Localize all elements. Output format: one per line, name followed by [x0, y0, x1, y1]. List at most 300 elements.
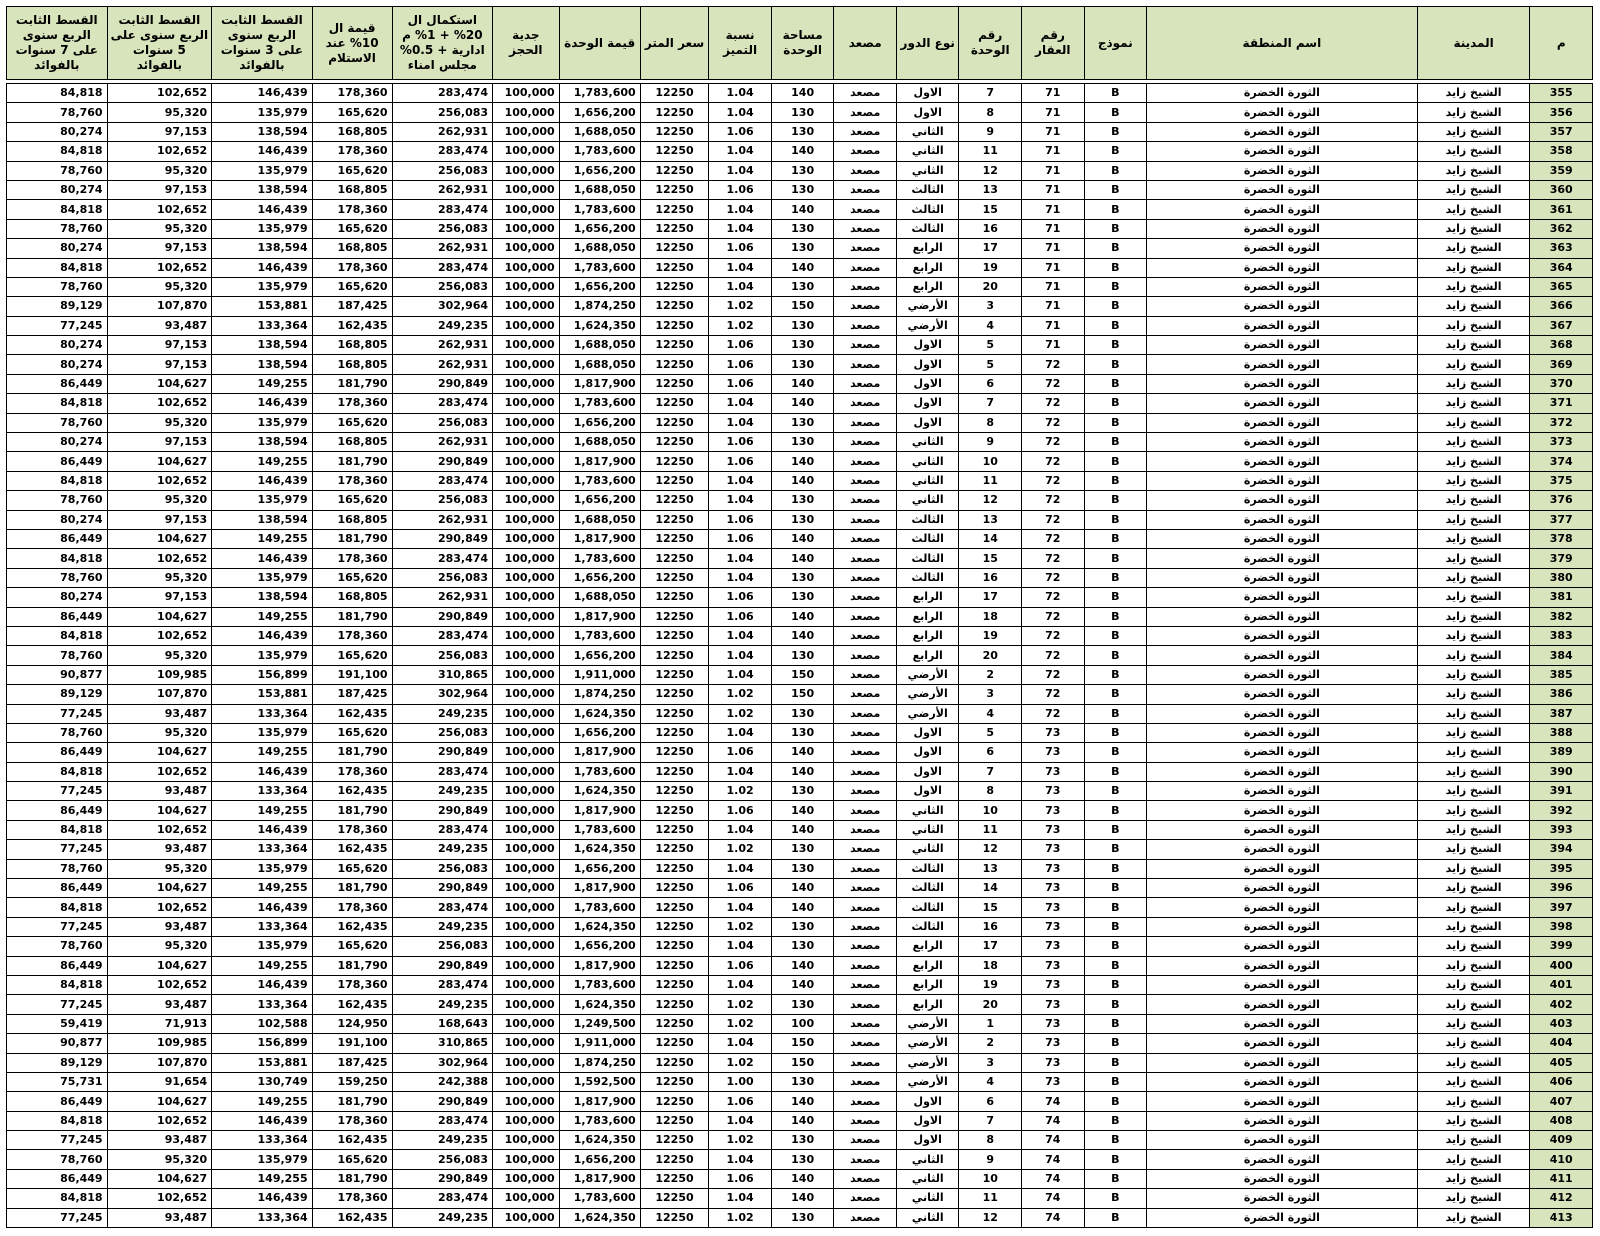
installment-5y-cell: 104,627 [107, 801, 212, 820]
completion-cell: 256,083 [392, 161, 492, 180]
property-no-cell: 71 [1022, 297, 1085, 316]
elevator-cell: مصعد [834, 820, 897, 839]
unit-value-cell: 1,656,200 [559, 568, 640, 587]
unit-value-cell: 1,688,050 [559, 122, 640, 141]
deposit-cell: 100,000 [493, 879, 560, 898]
premium-cell: 1.06 [709, 743, 772, 762]
meter-price-cell: 12250 [640, 665, 709, 684]
region-cell: الثورة الخضرة [1147, 258, 1418, 277]
table-row [7, 995, 1593, 1014]
unit-value-cell: 1,911,000 [559, 665, 640, 684]
floor-cell: الاول [896, 413, 959, 432]
floor-cell: الأرضي [896, 1053, 959, 1072]
unit-no-cell: 6 [959, 1092, 1022, 1111]
city-cell: الشيخ زايد [1417, 685, 1530, 704]
unit-no-cell: 8 [959, 782, 1022, 801]
premium-cell: 1.04 [709, 471, 772, 490]
row-number-cell: 373 [1530, 433, 1593, 452]
row-number-cell: 396 [1530, 879, 1593, 898]
installment-5y-cell: 93,487 [107, 995, 212, 1014]
header-installment-5y: القسط الثابت الربع سنوى على 5 سنوات بالفوائد [107, 7, 212, 80]
city-cell: الشيخ زايد [1417, 859, 1530, 878]
completion-cell: 242,388 [392, 1072, 492, 1091]
installment-3y-cell: 153,881 [212, 685, 312, 704]
table-row [7, 956, 1593, 975]
model-cell: B [1084, 84, 1147, 103]
meter-price-cell: 12250 [640, 646, 709, 665]
premium-cell: 1.04 [709, 898, 772, 917]
handover-cell: 168,805 [312, 355, 392, 374]
deposit-cell: 100,000 [493, 529, 560, 548]
elevator-cell: مصعد [834, 433, 897, 452]
deposit-cell: 100,000 [493, 471, 560, 490]
installment-5y-cell: 102,652 [107, 762, 212, 781]
city-cell: الشيخ زايد [1417, 1208, 1530, 1227]
installment-5y-cell: 95,320 [107, 219, 212, 238]
area-cell: 130 [771, 1150, 834, 1169]
table-body [7, 84, 1593, 1228]
unit-no-cell: 9 [959, 433, 1022, 452]
table-row [7, 452, 1593, 471]
installment-5y-cell: 97,153 [107, 433, 212, 452]
installment-3y-cell: 149,255 [212, 374, 312, 393]
area-cell: 130 [771, 433, 834, 452]
installment-3y-cell: 146,439 [212, 1111, 312, 1130]
installment-5y-cell: 102,652 [107, 1189, 212, 1208]
installment-3y-cell: 138,594 [212, 336, 312, 355]
city-cell: الشيخ زايد [1417, 394, 1530, 413]
header-installment-3y: القسط الثابت الربع سنوى على 3 سنوات بالفوائد [212, 7, 312, 80]
installment-3y-cell: 146,439 [212, 975, 312, 994]
unit-no-cell: 20 [959, 646, 1022, 665]
area-cell: 130 [771, 1072, 834, 1091]
installment-5y-cell: 93,487 [107, 316, 212, 335]
header-elevator: مصعد [834, 7, 897, 80]
region-cell: الثورة الخضرة [1147, 374, 1418, 393]
meter-price-cell: 12250 [640, 297, 709, 316]
installment-3y-cell: 146,439 [212, 549, 312, 568]
row-number-cell: 392 [1530, 801, 1593, 820]
model-cell: B [1084, 297, 1147, 316]
region-cell: الثورة الخضرة [1147, 607, 1418, 626]
installment-7y-cell: 78,760 [7, 723, 108, 742]
elevator-cell: مصعد [834, 840, 897, 859]
region-cell: الثورة الخضرة [1147, 588, 1418, 607]
meter-price-cell: 12250 [640, 529, 709, 548]
model-cell: B [1084, 1053, 1147, 1072]
unit-value-cell: 1,911,000 [559, 1034, 640, 1053]
region-cell: الثورة الخضرة [1147, 336, 1418, 355]
city-cell: الشيخ زايد [1417, 975, 1530, 994]
table-row [7, 433, 1593, 452]
model-cell: B [1084, 1014, 1147, 1033]
elevator-cell: مصعد [834, 336, 897, 355]
installment-3y-cell: 138,594 [212, 180, 312, 199]
deposit-cell: 100,000 [493, 1014, 560, 1033]
table-row [7, 142, 1593, 161]
meter-price-cell: 12250 [640, 510, 709, 529]
completion-cell: 283,474 [392, 142, 492, 161]
model-cell: B [1084, 549, 1147, 568]
floor-cell: الاول [896, 374, 959, 393]
header-city: المدينة [1417, 7, 1530, 80]
installment-5y-cell: 109,985 [107, 665, 212, 684]
installment-5y-cell: 102,652 [107, 1111, 212, 1130]
installment-5y-cell: 102,652 [107, 471, 212, 490]
completion-cell: 256,083 [392, 568, 492, 587]
city-cell: الشيخ زايد [1417, 1189, 1530, 1208]
region-cell: الثورة الخضرة [1147, 1072, 1418, 1091]
completion-cell: 262,931 [392, 180, 492, 199]
floor-cell: الاول [896, 84, 959, 103]
meter-price-cell: 12250 [640, 840, 709, 859]
area-cell: 140 [771, 1169, 834, 1188]
completion-cell: 290,849 [392, 956, 492, 975]
floor-cell: الأرضي [896, 297, 959, 316]
installment-7y-cell: 78,760 [7, 859, 108, 878]
model-cell: B [1084, 413, 1147, 432]
completion-cell: 302,964 [392, 1053, 492, 1072]
header-installment-7y: القسط الثابت الربع سنوى على 7 سنوات بالفوائد [7, 7, 108, 80]
installment-7y-cell: 78,760 [7, 937, 108, 956]
installment-3y-cell: 149,255 [212, 1092, 312, 1111]
property-no-cell: 73 [1022, 743, 1085, 762]
area-cell: 130 [771, 588, 834, 607]
handover-cell: 178,360 [312, 142, 392, 161]
table-row [7, 258, 1593, 277]
property-no-cell: 74 [1022, 1150, 1085, 1169]
installment-5y-cell: 93,487 [107, 1208, 212, 1227]
city-cell: الشيخ زايد [1417, 355, 1530, 374]
area-cell: 140 [771, 762, 834, 781]
row-number-cell: 407 [1530, 1092, 1593, 1111]
city-cell: الشيخ زايد [1417, 723, 1530, 742]
city-cell: الشيخ زايد [1417, 1111, 1530, 1130]
handover-cell: 178,360 [312, 820, 392, 839]
area-cell: 140 [771, 529, 834, 548]
meter-price-cell: 12250 [640, 879, 709, 898]
elevator-cell: مصعد [834, 1131, 897, 1150]
floor-cell: الثاني [896, 452, 959, 471]
area-cell: 140 [771, 1111, 834, 1130]
model-cell: B [1084, 1111, 1147, 1130]
table-row [7, 297, 1593, 316]
installment-7y-cell: 77,245 [7, 316, 108, 335]
deposit-cell: 100,000 [493, 956, 560, 975]
meter-price-cell: 12250 [640, 1131, 709, 1150]
installment-5y-cell: 104,627 [107, 879, 212, 898]
installment-7y-cell: 80,274 [7, 239, 108, 258]
installment-7y-cell: 89,129 [7, 297, 108, 316]
table-row [7, 336, 1593, 355]
handover-cell: 165,620 [312, 568, 392, 587]
installment-3y-cell: 133,364 [212, 917, 312, 936]
region-cell: الثورة الخضرة [1147, 1150, 1418, 1169]
installment-5y-cell: 93,487 [107, 704, 212, 723]
model-cell: B [1084, 374, 1147, 393]
area-cell: 130 [771, 122, 834, 141]
area-cell: 140 [771, 471, 834, 490]
installment-5y-cell: 97,153 [107, 122, 212, 141]
table-row [7, 607, 1593, 626]
unit-no-cell: 7 [959, 1111, 1022, 1130]
unit-value-cell: 1,592,500 [559, 1072, 640, 1091]
premium-cell: 1.04 [709, 258, 772, 277]
model-cell: B [1084, 704, 1147, 723]
completion-cell: 283,474 [392, 84, 492, 103]
elevator-cell: مصعد [834, 1111, 897, 1130]
unit-value-cell: 1,656,200 [559, 1150, 640, 1169]
table-row [7, 762, 1593, 781]
region-cell: الثورة الخضرة [1147, 277, 1418, 296]
region-cell: الثورة الخضرة [1147, 937, 1418, 956]
elevator-cell: مصعد [834, 937, 897, 956]
meter-price-cell: 12250 [640, 491, 709, 510]
handover-cell: 124,950 [312, 1014, 392, 1033]
unit-value-cell: 1,688,050 [559, 433, 640, 452]
meter-price-cell: 12250 [640, 336, 709, 355]
installment-5y-cell: 97,153 [107, 510, 212, 529]
installment-5y-cell: 104,627 [107, 1092, 212, 1111]
premium-cell: 1.06 [709, 374, 772, 393]
unit-no-cell: 17 [959, 239, 1022, 258]
city-cell: الشيخ زايد [1417, 937, 1530, 956]
unit-value-cell: 1,783,600 [559, 394, 640, 413]
unit-no-cell: 4 [959, 316, 1022, 335]
meter-price-cell: 12250 [640, 859, 709, 878]
region-cell: الثورة الخضرة [1147, 180, 1418, 199]
installment-3y-cell: 156,899 [212, 1034, 312, 1053]
property-no-cell: 71 [1022, 200, 1085, 219]
floor-cell: الأرضي [896, 704, 959, 723]
property-no-cell: 73 [1022, 937, 1085, 956]
region-cell: الثورة الخضرة [1147, 898, 1418, 917]
city-cell: الشيخ زايد [1417, 491, 1530, 510]
header-unit-no: رقم الوحدة [959, 7, 1022, 80]
completion-cell: 290,849 [392, 743, 492, 762]
model-cell: B [1084, 258, 1147, 277]
unit-no-cell: 6 [959, 374, 1022, 393]
row-number-cell: 372 [1530, 413, 1593, 432]
city-cell: الشيخ زايد [1417, 239, 1530, 258]
row-number-cell: 367 [1530, 316, 1593, 335]
property-no-cell: 72 [1022, 549, 1085, 568]
deposit-cell: 100,000 [493, 801, 560, 820]
table-row [7, 84, 1593, 103]
installment-3y-cell: 149,255 [212, 801, 312, 820]
installment-3y-cell: 146,439 [212, 471, 312, 490]
premium-cell: 1.06 [709, 956, 772, 975]
installment-3y-cell: 135,979 [212, 568, 312, 587]
premium-cell: 1.04 [709, 1111, 772, 1130]
table-row [7, 723, 1593, 742]
property-no-cell: 74 [1022, 1189, 1085, 1208]
meter-price-cell: 12250 [640, 782, 709, 801]
installment-7y-cell: 84,818 [7, 820, 108, 839]
header-meter-price: سعر المتر [640, 7, 709, 80]
installment-3y-cell: 149,255 [212, 452, 312, 471]
completion-cell: 256,083 [392, 937, 492, 956]
installment-3y-cell: 138,594 [212, 239, 312, 258]
unit-value-cell: 1,624,350 [559, 782, 640, 801]
region-cell: الثورة الخضرة [1147, 200, 1418, 219]
row-number-cell: 363 [1530, 239, 1593, 258]
unit-value-cell: 1,624,350 [559, 704, 640, 723]
installment-3y-cell: 146,439 [212, 820, 312, 839]
elevator-cell: مصعد [834, 529, 897, 548]
floor-cell: الثاني [896, 1150, 959, 1169]
installment-5y-cell: 97,153 [107, 180, 212, 199]
unit-value-cell: 1,624,350 [559, 1131, 640, 1150]
installment-7y-cell: 78,760 [7, 568, 108, 587]
area-cell: 130 [771, 995, 834, 1014]
meter-price-cell: 12250 [640, 723, 709, 742]
property-no-cell: 74 [1022, 1092, 1085, 1111]
city-cell: الشيخ زايد [1417, 1053, 1530, 1072]
area-cell: 150 [771, 297, 834, 316]
area-cell: 130 [771, 782, 834, 801]
row-number-cell: 386 [1530, 685, 1593, 704]
deposit-cell: 100,000 [493, 975, 560, 994]
elevator-cell: مصعد [834, 801, 897, 820]
row-number-cell: 371 [1530, 394, 1593, 413]
installment-3y-cell: 133,364 [212, 704, 312, 723]
unit-no-cell: 1 [959, 1014, 1022, 1033]
floor-cell: الرابع [896, 937, 959, 956]
unit-value-cell: 1,817,900 [559, 801, 640, 820]
meter-price-cell: 12250 [640, 762, 709, 781]
table-row [7, 1053, 1593, 1072]
deposit-cell: 100,000 [493, 355, 560, 374]
meter-price-cell: 12250 [640, 1111, 709, 1130]
floor-cell: الثالث [896, 568, 959, 587]
unit-value-cell: 1,656,200 [559, 937, 640, 956]
meter-price-cell: 12250 [640, 200, 709, 219]
unit-no-cell: 17 [959, 588, 1022, 607]
city-cell: الشيخ زايد [1417, 1092, 1530, 1111]
installment-5y-cell: 97,153 [107, 355, 212, 374]
unit-no-cell: 8 [959, 1131, 1022, 1150]
premium-cell: 1.02 [709, 1208, 772, 1227]
property-no-cell: 71 [1022, 122, 1085, 141]
installment-7y-cell: 80,274 [7, 355, 108, 374]
meter-price-cell: 12250 [640, 258, 709, 277]
installment-7y-cell: 86,449 [7, 956, 108, 975]
completion-cell: 249,235 [392, 840, 492, 859]
model-cell: B [1084, 433, 1147, 452]
city-cell: الشيخ زايد [1417, 452, 1530, 471]
unit-no-cell: 10 [959, 1169, 1022, 1188]
handover-cell: 168,805 [312, 510, 392, 529]
row-number-cell: 401 [1530, 975, 1593, 994]
area-cell: 130 [771, 355, 834, 374]
handover-cell: 165,620 [312, 1150, 392, 1169]
row-number-cell: 395 [1530, 859, 1593, 878]
installment-5y-cell: 102,652 [107, 84, 212, 103]
handover-cell: 165,620 [312, 219, 392, 238]
row-number-cell: 388 [1530, 723, 1593, 742]
model-cell: B [1084, 879, 1147, 898]
unit-no-cell: 14 [959, 879, 1022, 898]
table-row [7, 1169, 1593, 1188]
row-number-cell: 403 [1530, 1014, 1593, 1033]
row-number-cell: 389 [1530, 743, 1593, 762]
deposit-cell: 100,000 [493, 1131, 560, 1150]
deposit-cell: 100,000 [493, 336, 560, 355]
model-cell: B [1084, 452, 1147, 471]
row-number-cell: 382 [1530, 607, 1593, 626]
deposit-cell: 100,000 [493, 433, 560, 452]
premium-cell: 1.04 [709, 665, 772, 684]
property-no-cell: 72 [1022, 626, 1085, 645]
installment-5y-cell: 102,652 [107, 975, 212, 994]
deposit-cell: 100,000 [493, 1092, 560, 1111]
area-cell: 150 [771, 665, 834, 684]
deposit-cell: 100,000 [493, 782, 560, 801]
installment-3y-cell: 149,255 [212, 1169, 312, 1188]
region-cell: الثورة الخضرة [1147, 471, 1418, 490]
elevator-cell: مصعد [834, 665, 897, 684]
area-cell: 140 [771, 142, 834, 161]
area-cell: 140 [771, 1189, 834, 1208]
area-cell: 130 [771, 510, 834, 529]
elevator-cell: مصعد [834, 1072, 897, 1091]
table-row [7, 937, 1593, 956]
premium-cell: 1.06 [709, 1092, 772, 1111]
installment-5y-cell: 104,627 [107, 452, 212, 471]
property-no-cell: 73 [1022, 1034, 1085, 1053]
deposit-cell: 100,000 [493, 723, 560, 742]
premium-cell: 1.02 [709, 840, 772, 859]
model-cell: B [1084, 568, 1147, 587]
model-cell: B [1084, 180, 1147, 199]
unit-no-cell: 15 [959, 200, 1022, 219]
premium-cell: 1.04 [709, 161, 772, 180]
completion-cell: 256,083 [392, 859, 492, 878]
installment-7y-cell: 90,877 [7, 1034, 108, 1053]
region-cell: الثورة الخضرة [1147, 161, 1418, 180]
region-cell: الثورة الخضرة [1147, 782, 1418, 801]
meter-price-cell: 12250 [640, 277, 709, 296]
row-number-cell: 393 [1530, 820, 1593, 839]
completion-cell: 310,865 [392, 665, 492, 684]
table-row [7, 549, 1593, 568]
unit-value-cell: 1,783,600 [559, 1189, 640, 1208]
installment-3y-cell: 135,979 [212, 413, 312, 432]
handover-cell: 178,360 [312, 84, 392, 103]
header-area: مساحة الوحدة [771, 7, 834, 80]
handover-cell: 162,435 [312, 1131, 392, 1150]
premium-cell: 1.06 [709, 879, 772, 898]
region-cell: الثورة الخضرة [1147, 801, 1418, 820]
deposit-cell: 100,000 [493, 704, 560, 723]
unit-no-cell: 7 [959, 762, 1022, 781]
handover-cell: 162,435 [312, 840, 392, 859]
installment-7y-cell: 80,274 [7, 588, 108, 607]
table-row [7, 1189, 1593, 1208]
property-no-cell: 71 [1022, 316, 1085, 335]
deposit-cell: 100,000 [493, 180, 560, 199]
deposit-cell: 100,000 [493, 607, 560, 626]
premium-cell: 1.04 [709, 1189, 772, 1208]
floor-cell: الاول [896, 762, 959, 781]
premium-cell: 1.04 [709, 1150, 772, 1169]
installment-5y-cell: 95,320 [107, 161, 212, 180]
premium-cell: 1.04 [709, 975, 772, 994]
area-cell: 130 [771, 491, 834, 510]
handover-cell: 187,425 [312, 685, 392, 704]
completion-cell: 290,849 [392, 1169, 492, 1188]
